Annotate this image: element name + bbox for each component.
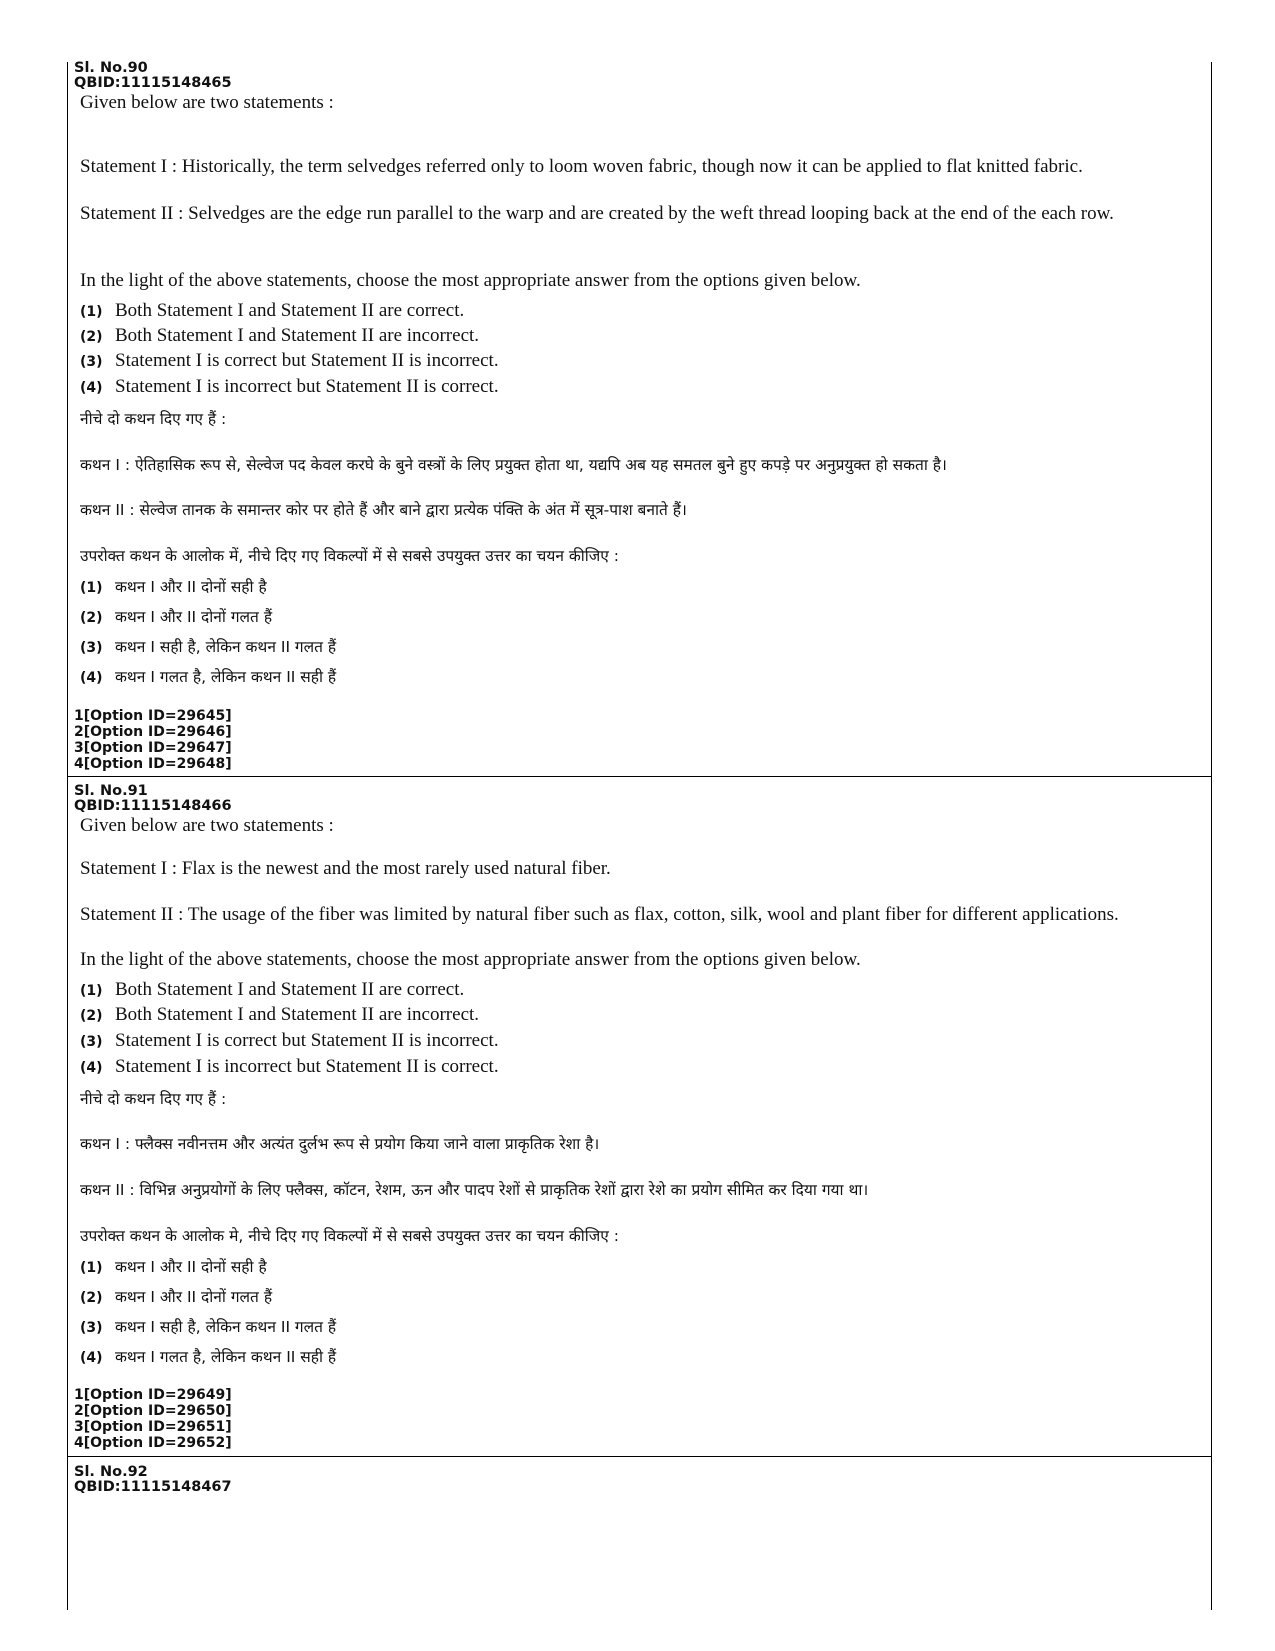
- option-number: (2): [80, 329, 103, 345]
- option-text: Both Statement I and Statement II are correct.: [115, 979, 465, 1000]
- option-en-3: [67, 350, 499, 372]
- option-en-1: [67, 979, 464, 1001]
- option-en-2: [67, 1004, 479, 1026]
- option-number: (1): [80, 580, 103, 596]
- question-prompt-en: In the light of the above statements, choose the most appropriate answer from the options given below.: [80, 949, 861, 970]
- statement-1-hi: कथन I : ऐतिहासिक रूप से, सेल्वेज पद केवल करघे के बुने वस्त्रों के लिए प्रयुक्त होता था, यद्यपि अब यह समतल बुने हुए कपड़े पर अनुप्रयुक्त हो सकता है।: [80, 456, 947, 474]
- question-block-92: [67, 1457, 1212, 1607]
- option-id-2: 2[Option ID=29646]: [74, 724, 232, 740]
- option-en-4: [67, 376, 499, 398]
- option-number: (2): [80, 1290, 103, 1306]
- question-prompt-hi: उपरोक्त कथन के आलोक मे, नीचे दिए गए विकल्पों में से सबसे उपयुक्त उत्तर का चयन कीजिए :: [80, 1227, 620, 1245]
- option-text: Statement I is correct but Statement II is incorrect.: [115, 350, 499, 371]
- option-number: (1): [80, 983, 103, 999]
- option-number: (4): [80, 670, 103, 686]
- option-hi-1: [67, 575, 267, 597]
- option-number: (3): [80, 354, 103, 370]
- option-text: कथन I और II दोनों सही है: [115, 578, 267, 596]
- question-intro-en: Given below are two statements :: [80, 815, 334, 836]
- option-text: Both Statement I and Statement II are correct.: [115, 300, 465, 321]
- option-text: कथन I और II दोनों सही है: [115, 1258, 267, 1276]
- question-prompt-hi: उपरोक्त कथन के आलोक में, नीचे दिए गए विकल्पों में से सबसे उपयुक्त उत्तर का चयन कीजिए :: [80, 547, 620, 565]
- option-hi-3: [67, 635, 336, 657]
- option-hi-2: [67, 1285, 272, 1307]
- option-number: (4): [80, 380, 103, 396]
- statement-1-en: Statement I : Flax is the newest and the most rarely used natural fiber.: [80, 858, 611, 879]
- option-number: (1): [80, 304, 103, 320]
- option-hi-4: [67, 1345, 336, 1367]
- option-number: (3): [80, 1320, 103, 1336]
- question-block-90: [67, 60, 1212, 777]
- option-number: (2): [80, 610, 103, 626]
- option-number: (3): [80, 1034, 103, 1050]
- statement-2-en: Statement II : Selvedges are the edge run parallel to the warp and are created by the weft thread looping back at the end of the each row.: [80, 203, 1114, 224]
- option-hi-4: [67, 665, 336, 687]
- question-intro-hi: नीचे दो कथन दिए गए हैं :: [80, 1090, 227, 1108]
- serial-number: Sl. No.90: [74, 60, 148, 76]
- option-en-3: [67, 1030, 499, 1052]
- question-block-91: [67, 777, 1212, 1457]
- option-text: Both Statement I and Statement II are incorrect.: [115, 325, 480, 346]
- option-text: कथन I गलत है, लेकिन कथन II सही हैं: [115, 1348, 337, 1366]
- qbid: QBID:11115148466: [74, 798, 232, 814]
- option-text: कथन I और II दोनों गलत हैं: [115, 1288, 273, 1306]
- question-intro-hi: नीचे दो कथन दिए गए हैं :: [80, 410, 227, 428]
- option-text: कथन I सही है, लेकिन कथन II गलत हैं: [115, 638, 337, 656]
- option-number: (4): [80, 1350, 103, 1366]
- question-intro-en: Given below are two statements :: [80, 92, 334, 113]
- option-id-3: 3[Option ID=29651]: [74, 1419, 232, 1435]
- option-number: (4): [80, 1060, 103, 1076]
- statement-2-en: Statement II : The usage of the fiber was limited by natural fiber such as flax, cotton, silk, wool and plant fiber for different applications.: [80, 904, 1119, 925]
- option-en-2: [67, 325, 479, 347]
- option-id-4: 4[Option ID=29652]: [74, 1435, 232, 1451]
- serial-number: Sl. No.91: [74, 783, 148, 799]
- option-text: कथन I और II दोनों गलत हैं: [115, 608, 273, 626]
- option-id-4: 4[Option ID=29648]: [74, 756, 232, 772]
- statement-1-en: Statement I : Historically, the term selvedges referred only to loom woven fabric, though now it can be applied to flat knitted fabric.: [80, 156, 1083, 177]
- option-en-4: [67, 1056, 499, 1078]
- statement-2-hi: कथन II : विभिन्न अनुप्रयोगों के लिए फ्लैक्स, कॉटन, रेशम, ऊन और पादप रेशों से प्राकृतिक रेशों द्वारा रेशे का प्रयोग सीमित कर दिया गया था।: [80, 1181, 869, 1199]
- statement-2-hi: कथन II : सेल्वेज तानक के समान्तर कोर पर होते हैं और बाने द्वारा प्रत्येक पंक्ति के अंत में सूत्र-पाश बनाते हैं।: [80, 501, 687, 519]
- option-hi-2: [67, 605, 272, 627]
- option-en-1: [67, 300, 464, 322]
- option-hi-3: [67, 1315, 336, 1337]
- option-id-1: 1[Option ID=29649]: [74, 1387, 232, 1403]
- question-prompt-en: In the light of the above statements, choose the most appropriate answer from the options given below.: [80, 270, 861, 291]
- option-id-2: 2[Option ID=29650]: [74, 1403, 232, 1419]
- option-id-3: 3[Option ID=29647]: [74, 740, 232, 756]
- option-id-1: 1[Option ID=29645]: [74, 708, 232, 724]
- option-text: Statement I is correct but Statement II is incorrect.: [115, 1030, 499, 1051]
- option-number: (2): [80, 1008, 103, 1024]
- option-number: (1): [80, 1260, 103, 1276]
- option-text: कथन I सही है, लेकिन कथन II गलत हैं: [115, 1318, 337, 1336]
- option-number: (3): [80, 640, 103, 656]
- qbid: QBID:11115148467: [74, 1479, 232, 1495]
- option-hi-1: [67, 1255, 267, 1277]
- option-text: Statement I is incorrect but Statement II is correct.: [115, 376, 499, 397]
- qbid: QBID:11115148465: [74, 75, 232, 91]
- option-text: Statement I is incorrect but Statement II is correct.: [115, 1056, 499, 1077]
- serial-number: Sl. No.92: [74, 1464, 148, 1480]
- statement-1-hi: कथन I : फ्लैक्स नवीनत्तम और अत्यंत दुर्लभ रूप से प्रयोग किया जाने वाला प्राकृतिक रेशा है।: [80, 1135, 600, 1153]
- option-text: कथन I गलत है, लेकिन कथन II सही हैं: [115, 668, 337, 686]
- option-text: Both Statement I and Statement II are incorrect.: [115, 1004, 480, 1025]
